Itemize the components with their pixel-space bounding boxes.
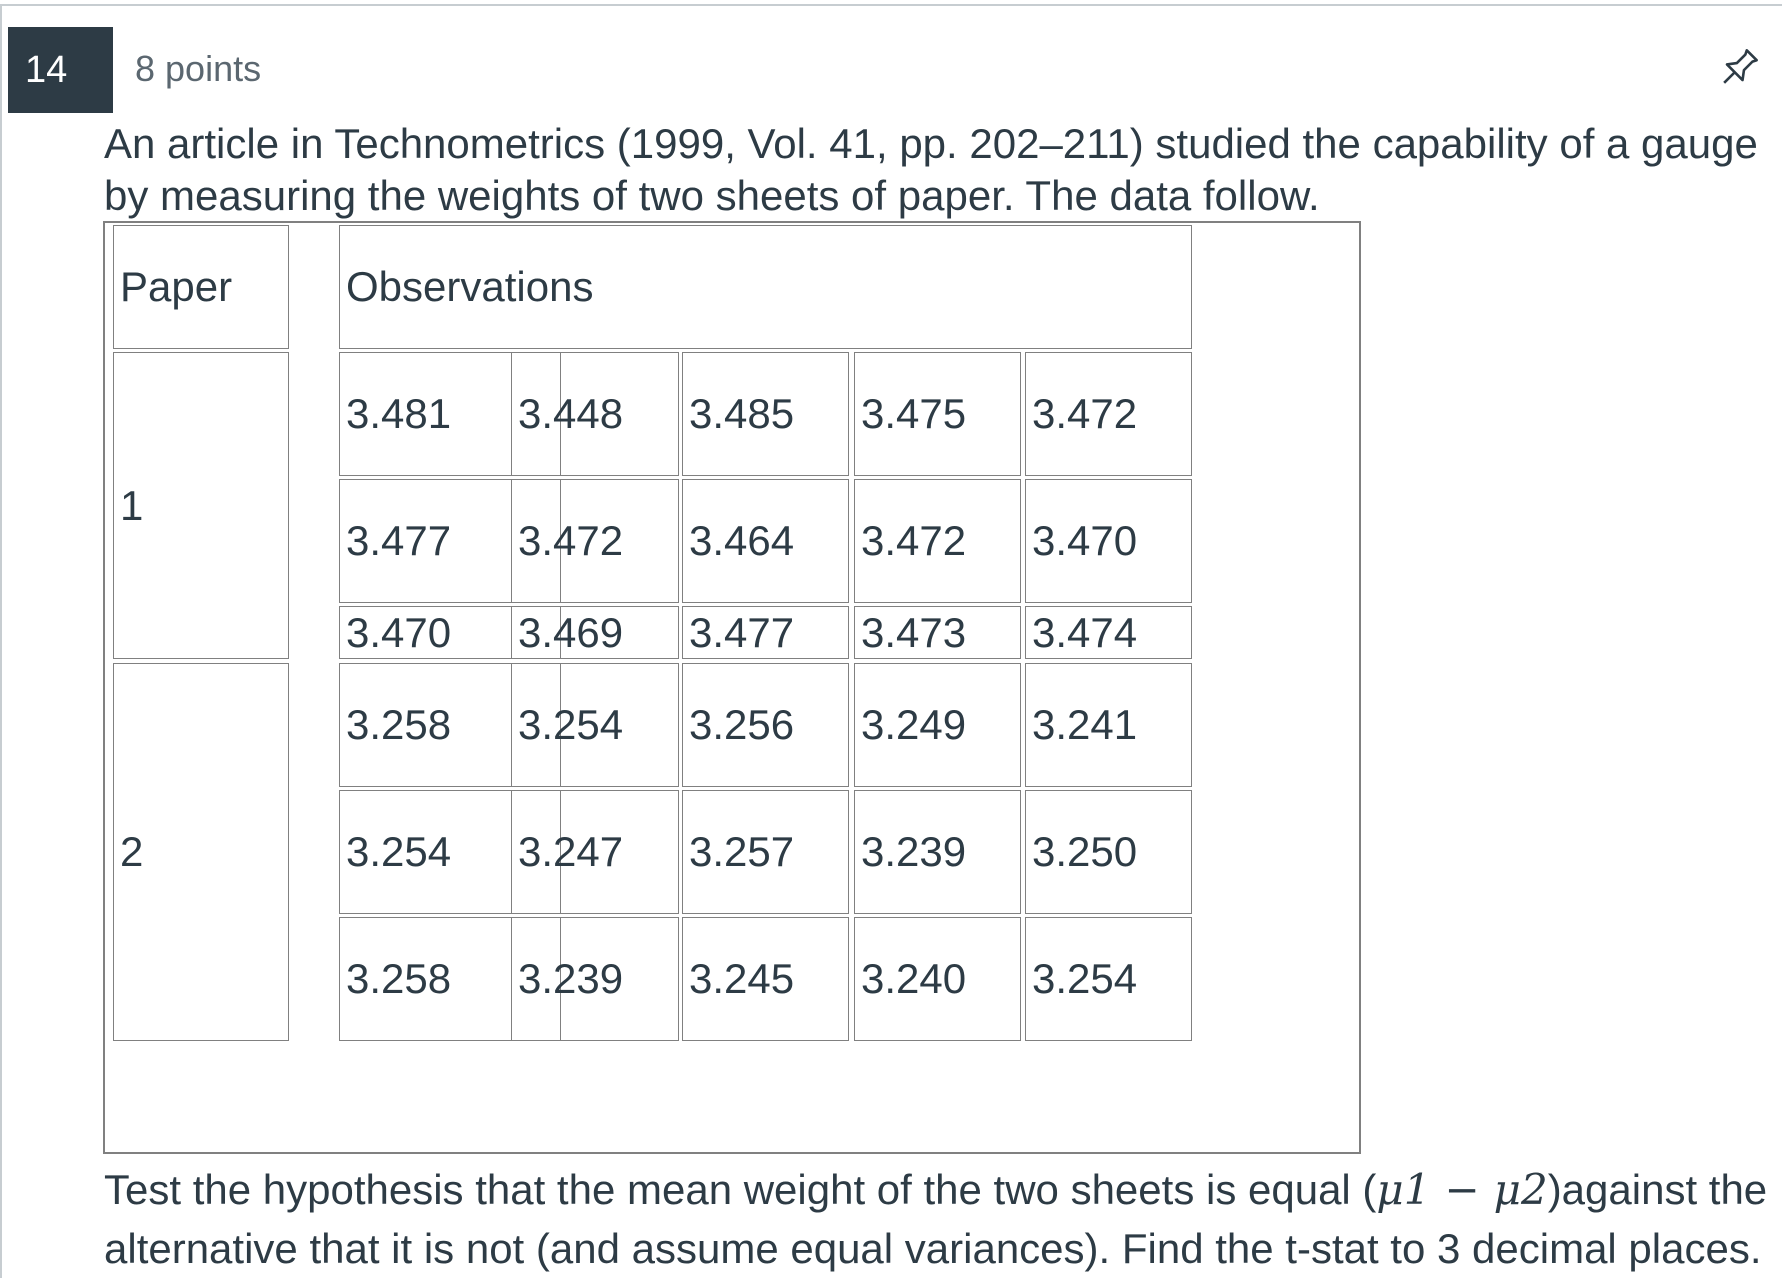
question-points: 8 points xyxy=(135,48,262,89)
observation-cell: 3.250 xyxy=(1025,790,1192,914)
observation-cell: 3.256 xyxy=(682,663,849,787)
observation-cell: 3.241 xyxy=(1025,663,1192,787)
observation-cell: 3.470 xyxy=(1025,479,1192,603)
mu1-symbol: μ1 xyxy=(1376,1165,1431,1214)
observation-cell: 3.240 xyxy=(854,917,1021,1041)
data-table xyxy=(103,221,1361,1154)
question-stem: An article in Technometrics (1999, Vol. 41, pp. 202–211) studied the capability of a gauge by measuring the weights of two sheets of paper. The data follow. xyxy=(104,120,1758,219)
paper-1-label: 1 xyxy=(113,352,289,659)
footer-text-before: Test the hypothesis that the mean weight of the two sheets is equal ( xyxy=(104,1166,1377,1213)
observation-cell: 3.239 xyxy=(854,790,1021,914)
observation-cell: 3.470 xyxy=(339,606,561,659)
observation-cell: 3.472 xyxy=(1025,352,1192,476)
paper-2-label: 2 xyxy=(113,663,289,1041)
question-number xyxy=(8,27,113,113)
page-top-border xyxy=(0,4,1782,6)
observation-cell: 3.464 xyxy=(682,479,849,603)
observation-cell: 3.245 xyxy=(682,917,849,1041)
observation-cell: 3.239 xyxy=(511,917,679,1041)
minus-symbol: − xyxy=(1444,1165,1480,1214)
question-number-text: 14 xyxy=(25,48,68,91)
observation-cell: 3.258 xyxy=(339,663,561,787)
observation-cell: 3.474 xyxy=(1025,606,1192,659)
observation-cell: 3.258 xyxy=(339,917,561,1041)
pin-icon[interactable] xyxy=(1715,44,1763,92)
hypothesis-math xyxy=(1376,1165,1547,1214)
header-observations: Observations xyxy=(339,225,1192,349)
observation-cell: 3.481 xyxy=(339,352,561,476)
observation-cell: 3.254 xyxy=(339,790,561,914)
observation-cell: 3.249 xyxy=(854,663,1021,787)
observation-cell: 3.475 xyxy=(854,352,1021,476)
page-left-border xyxy=(0,4,2,1278)
header-paper: Paper xyxy=(113,225,289,349)
observation-cell: 3.477 xyxy=(682,606,849,659)
observation-cell: 3.473 xyxy=(854,606,1021,659)
observation-cell: 3.472 xyxy=(511,479,679,603)
observation-cell: 3.485 xyxy=(682,352,849,476)
mu2-symbol: μ2 xyxy=(1493,1165,1548,1214)
question-footer xyxy=(104,1160,1782,1278)
observation-cell: 3.448 xyxy=(511,352,679,476)
observation-cell: 3.254 xyxy=(1025,917,1192,1041)
observation-cell: 3.257 xyxy=(682,790,849,914)
observation-cell: 3.469 xyxy=(511,606,679,659)
observation-cell: 3.477 xyxy=(339,479,561,603)
observation-cell: 3.254 xyxy=(511,663,679,787)
observation-cell: 3.247 xyxy=(511,790,679,914)
observation-cell: 3.472 xyxy=(854,479,1021,603)
footer-text-after: )against the alternative that it is not (and assume equal variances). Find the t-stat to 3 decimal places. xyxy=(104,1166,1768,1272)
